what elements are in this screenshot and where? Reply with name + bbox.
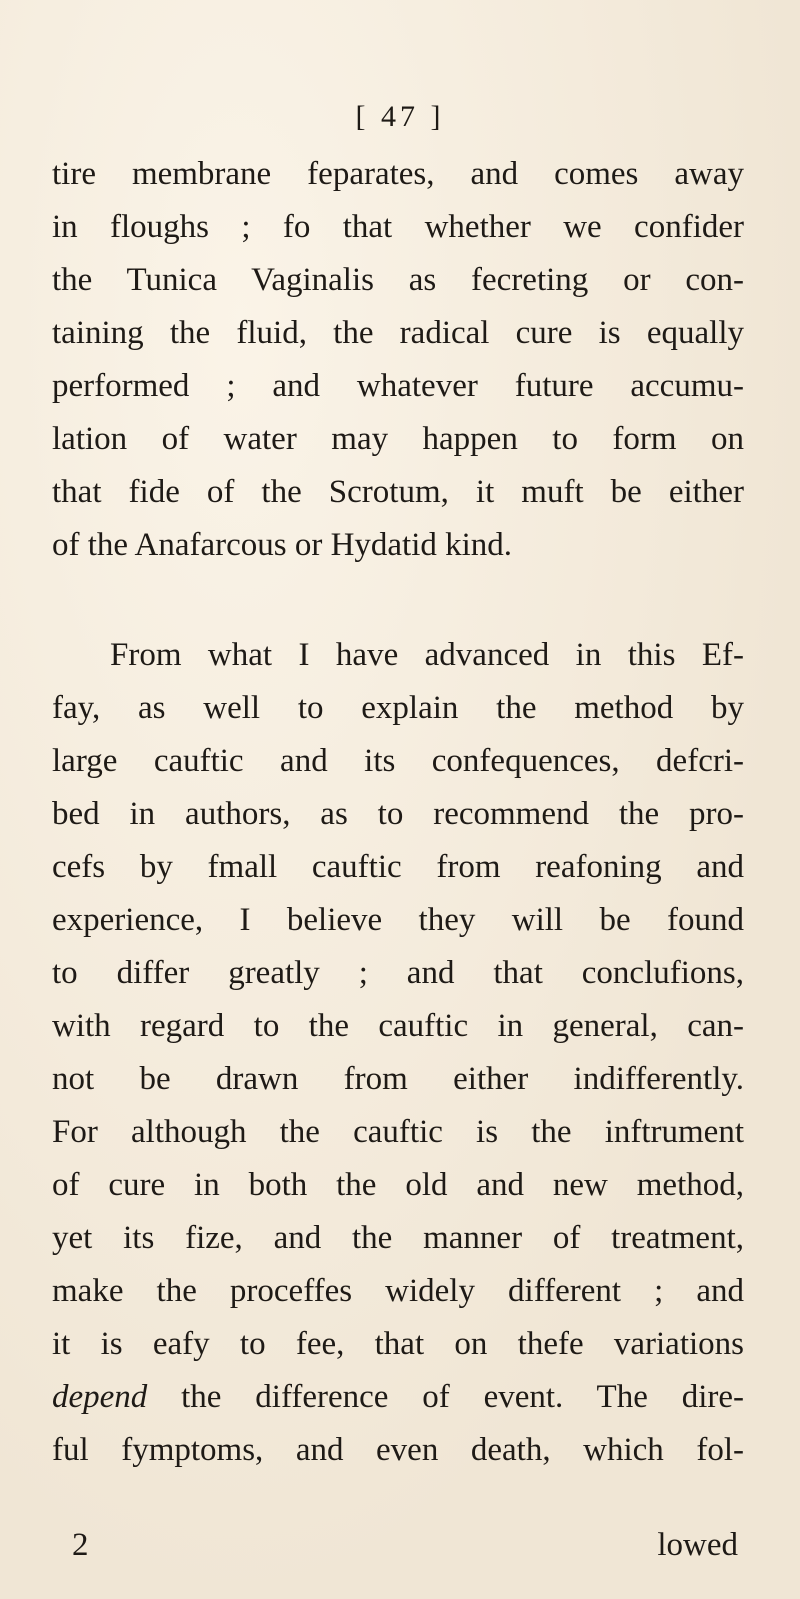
text-line: bed in authors, as to recommend the pro- [52,796,744,832]
text-line: of cure in both the old and new method, [52,1167,744,1203]
text-line: performed ; and whatever future accumu- [52,368,744,404]
text-line: the Tunica Vaginalis as fecreting or con- [52,262,744,298]
text-line: From what I have advanced in this Ef- [110,637,744,673]
text-line: experience, I believe they will be found [52,902,744,938]
text-line: in floughs ; fo that whether we confider [52,209,744,245]
text-line-italic [52,1371,744,1424]
page-footer [52,1519,744,1572]
text-line: taining the fluid, the radical cure is equally [52,315,744,351]
text-line: not be drawn from either indifferently. [52,1061,744,1097]
paragraph-gap [52,572,744,629]
text-line: make the proceffes widely different ; and [52,1273,744,1309]
text-line: with regard to the cauftic in general, can- [52,1008,744,1044]
text-line: ful fymptoms, and even death, which fol- [52,1432,744,1468]
text-line: fay, as well to explain the method by [52,690,744,726]
text-line: lation of water may happen to form on [52,421,744,457]
text-line: yet its fize, and the manner of treatment, [52,1220,744,1256]
text-fragment: the difference of event. The dire- [147,1379,744,1415]
signature-mark: 2 [72,1527,89,1563]
catchword: lowed [657,1527,738,1563]
text-line: to differ greatly ; and that conclufions, [52,955,744,991]
text-line: that fide of the Scrotum, it muft be either [52,474,744,510]
page-number-header: [ 47 ] [355,100,445,133]
text-line: For although the cauftic is the inftrument [52,1114,744,1150]
body-text [52,148,744,1477]
text-line: tire membrane feparates, and comes away [52,156,744,192]
text-line: of the Anafarcous or Hydatid kind. [52,527,513,563]
italic-word: depend [52,1379,148,1415]
text-line: it is eafy to fee, that on thefe variations [52,1326,744,1362]
text-line: large cauftic and its confequences, defcri- [52,743,744,779]
text-line: cefs by fmall cauftic from reafoning and [52,849,744,885]
